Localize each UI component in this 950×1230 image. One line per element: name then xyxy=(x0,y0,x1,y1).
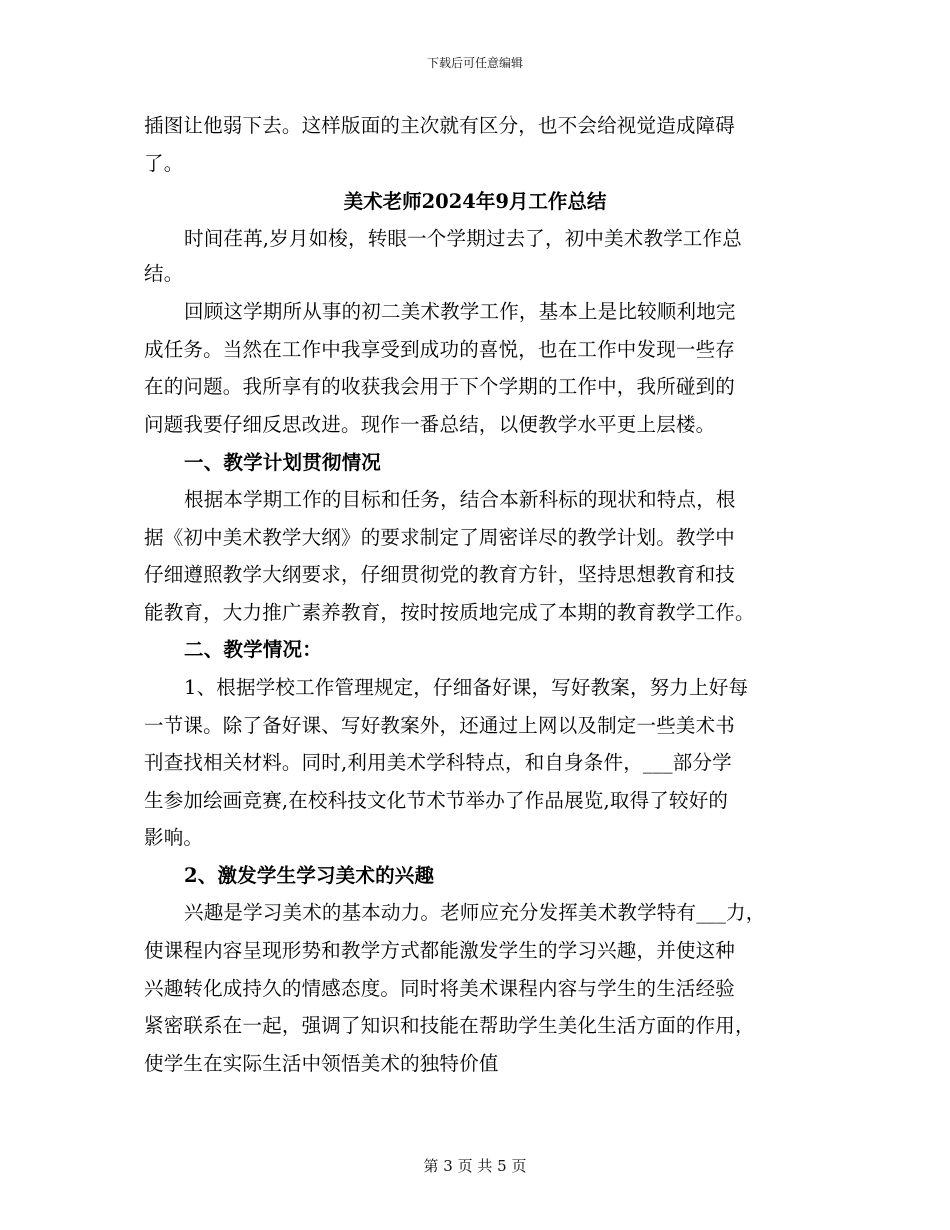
paragraph-line: 能教育，大力推广素养教育，按时按质地完成了本期的教育教学工作。 xyxy=(144,601,755,624)
paragraph-line: 根据本学期工作的目标和任务，结合本新科标的现状和特点，根 xyxy=(184,488,736,511)
section-heading: 2、激发学生学习美术的兴趣 xyxy=(184,864,435,887)
paragraph-line: 生参加绘画竞赛,在校科技文化节术节举办了作品展览,取得了较好的 xyxy=(144,789,729,812)
paragraph-line: 在的问题。我所享有的收获我会用于下个学期的工作中，我所碰到的 xyxy=(144,375,736,398)
paragraph-line: 紧密联系在一起，强调了知识和技能在帮助学生美化生活方面的作用， xyxy=(144,1014,755,1037)
paragraph-line: 仔细遵照教学大纲要求，仔细贯彻党的教育方针，坚持思想教育和技 xyxy=(144,563,736,586)
paragraph-line: 刊查找相关材料。同时,利用美术学科特点，和自身条件，___部分学 xyxy=(144,751,732,774)
paragraph-line: 问题我要仔细反思改进。现作一番总结，以便教学水平更上层楼。 xyxy=(144,413,716,436)
paragraph-line: 使学生在实际生活中领悟美术的独特价值 xyxy=(144,1052,499,1075)
paragraph-line: 结。 xyxy=(144,262,184,285)
paragraph-line: 兴趣转化成持久的情感态度。同时将美术课程内容与学生的生活经验 xyxy=(144,977,736,1000)
paragraph-line: 插图让他弱下去。这样版面的主次就有区分，也不会给视觉造成障碍 xyxy=(144,114,736,137)
document-title: 美术老师2024年9月工作总结 xyxy=(343,190,607,213)
paragraph-line: 1、根据学校工作管理规定，仔细备好课，写好教案，努力上好每 xyxy=(184,676,749,699)
paragraph-line: 一节课。除了备好课、写好教案外，还通过上网以及制定一些美术书 xyxy=(144,714,736,737)
section-heading: 二、教学情况： xyxy=(184,638,322,661)
paragraph-line: 回顾这学期所从事的初二美术教学工作，基本上是比较顺利地完 xyxy=(184,300,736,323)
paragraph-line: 时间荏苒,岁月如梭，转眼一个学期过去了，初中美术教学工作总 xyxy=(184,227,742,250)
paragraph-line: 据《初中美术教学大纲》的要求制定了周密详尽的教学计划。教学中 xyxy=(144,526,736,549)
page-header-note: 下载后可任意编辑 xyxy=(426,56,523,70)
paragraph-line: 兴趣是学习美术的基本动力。老师应充分发挥美术教学特有___力， xyxy=(184,901,766,924)
page-number: 第 3 页 共 5 页 xyxy=(423,1157,527,1175)
section-heading: 一、教学计划贯彻情况 xyxy=(184,451,382,474)
paragraph-line: 成任务。当然在工作中我享受到成功的喜悦，也在工作中发现一些存 xyxy=(144,338,736,361)
paragraph-line: 影响。 xyxy=(144,826,204,849)
paragraph-line: 了。 xyxy=(144,152,184,175)
paragraph-line: 使课程内容呈现形势和教学方式都能激发学生的学习兴趣，并使这种 xyxy=(144,939,736,962)
